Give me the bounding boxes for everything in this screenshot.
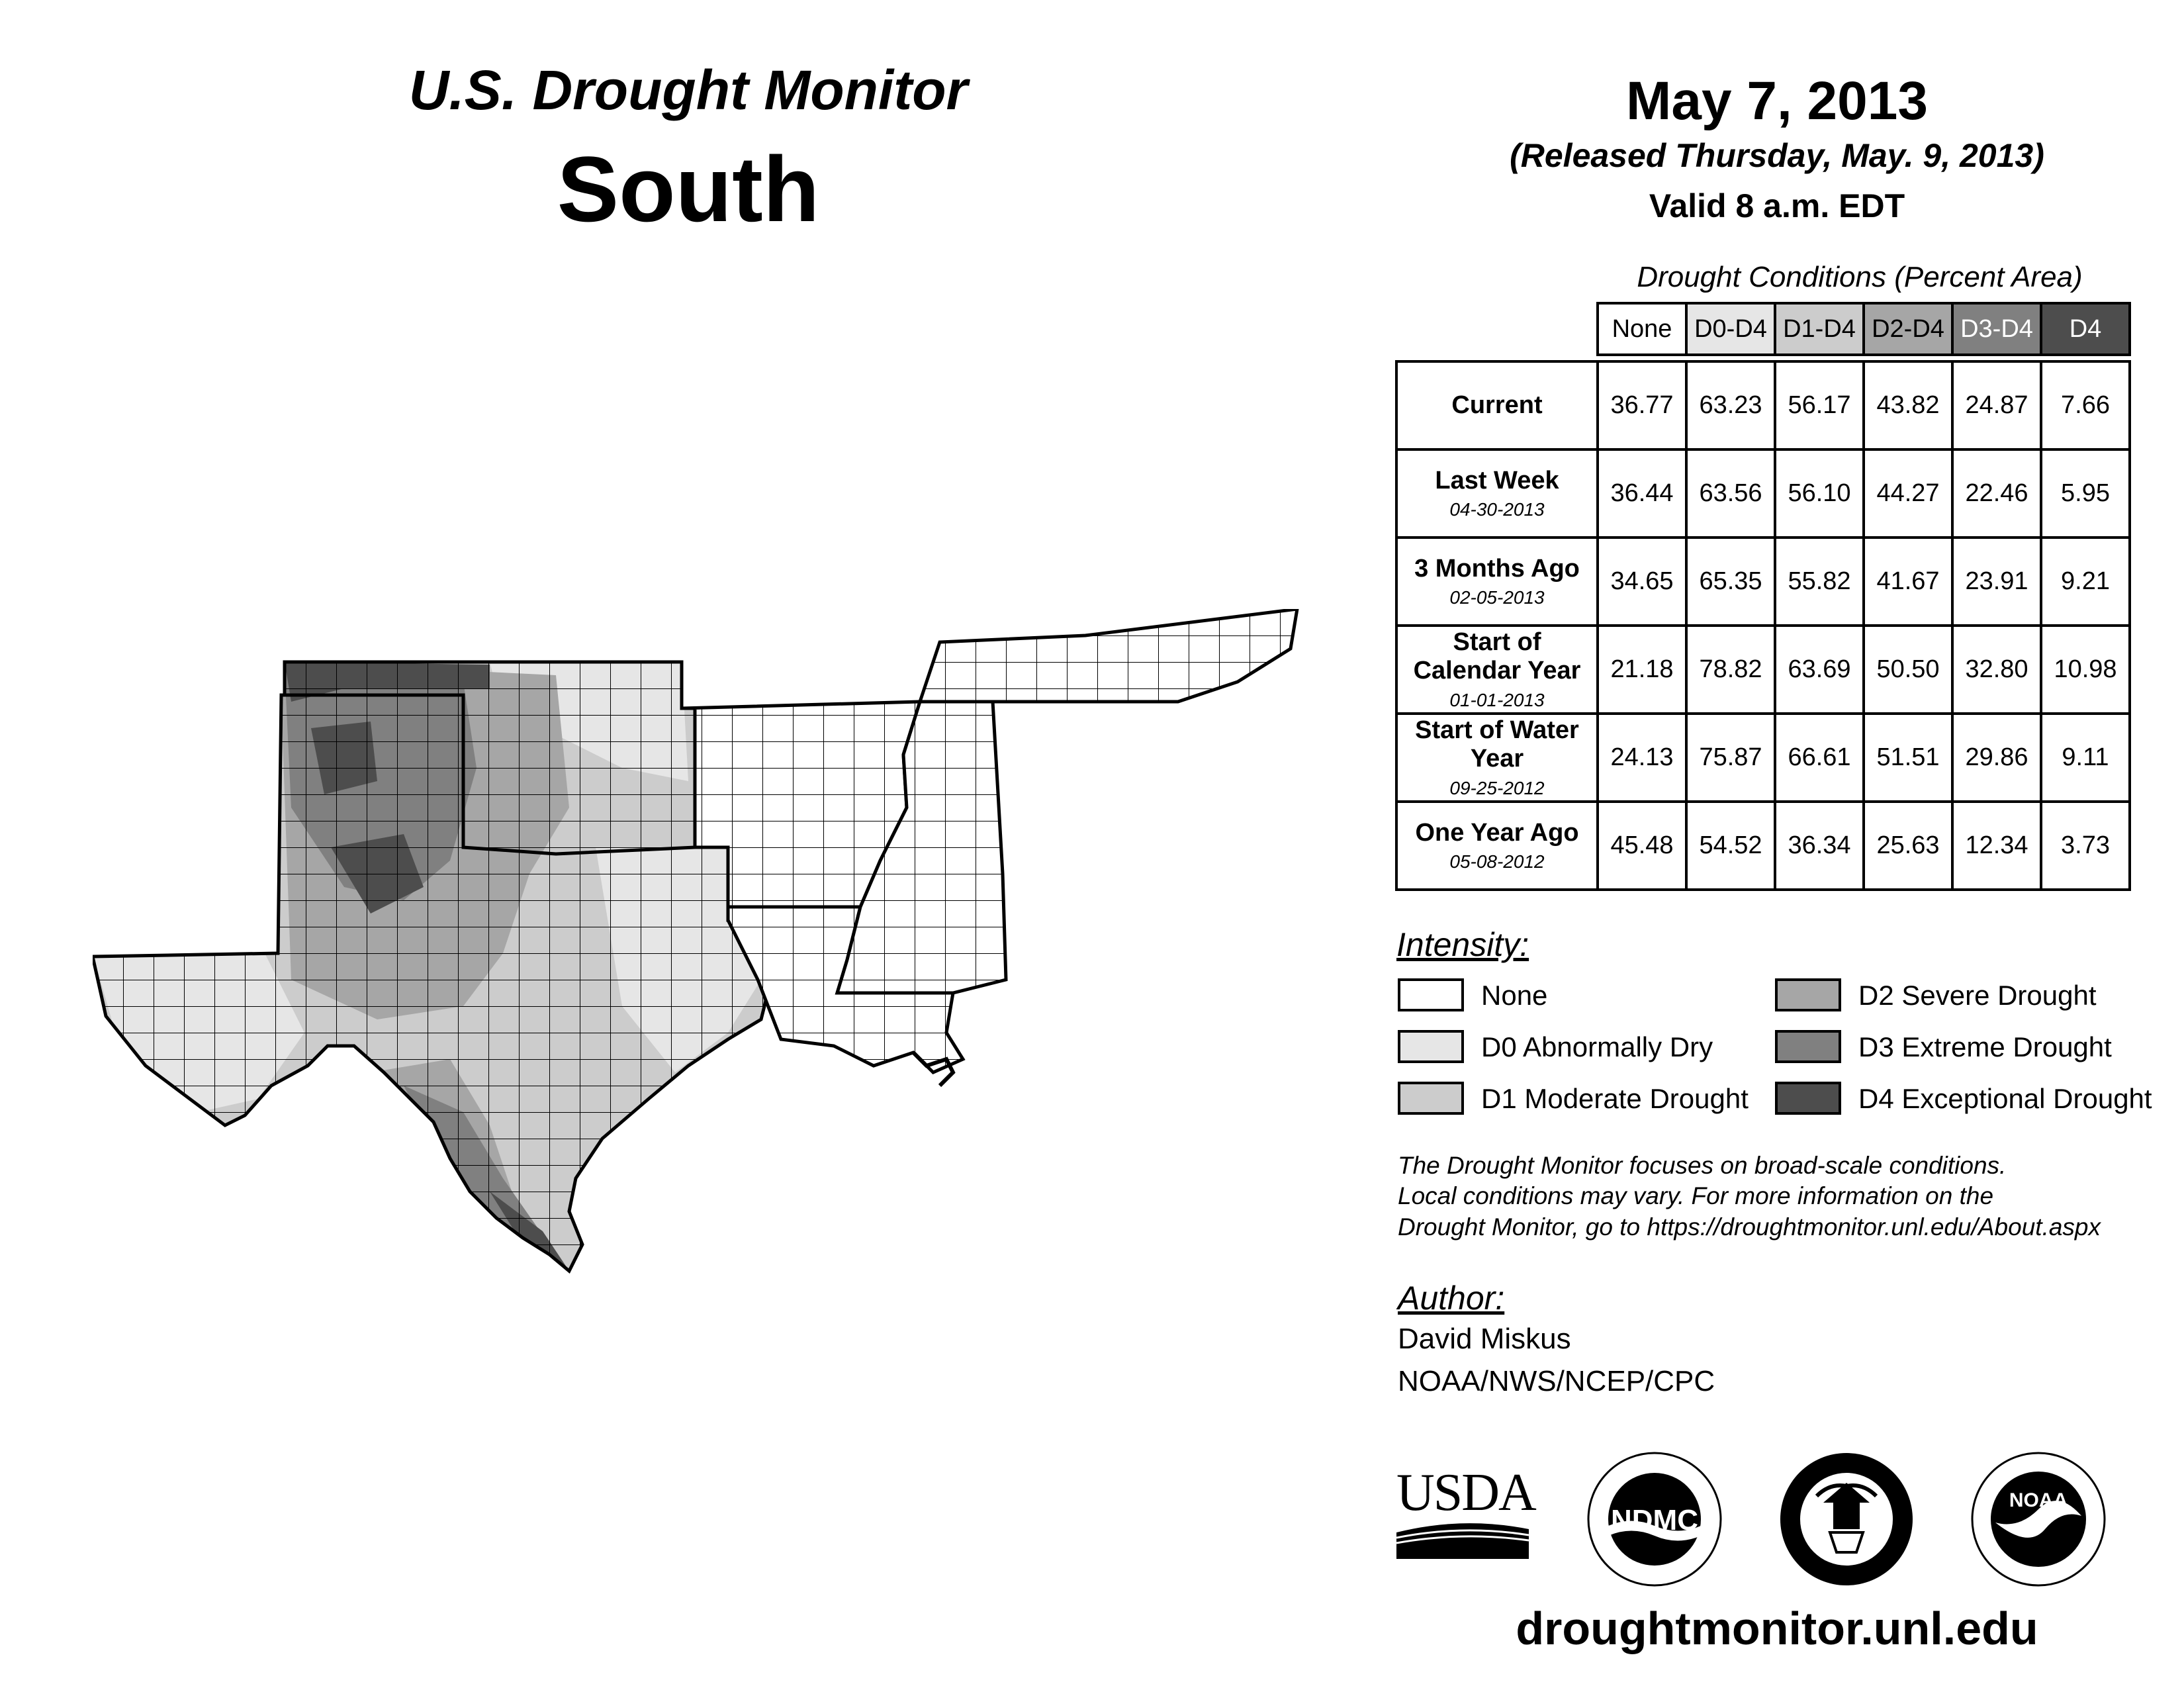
row-label-text: Start of Calendar Year [1413, 628, 1581, 685]
region-title: South [557, 137, 820, 241]
legend-swatch [1398, 1030, 1464, 1063]
drought-statistics-table [1395, 302, 2131, 891]
legend-swatch [1775, 1030, 1841, 1063]
doc-logo [1777, 1450, 1916, 1589]
ndmc-logo [1585, 1450, 1724, 1589]
usda-logo-mark [1396, 1519, 1529, 1559]
legend-label: D3 Extreme Drought [1858, 1031, 2112, 1062]
table-cell: 43.82 [1864, 361, 1952, 449]
legend-swatch [1398, 978, 1464, 1011]
table-cell: 65.35 [1686, 538, 1775, 626]
table-cell: 44.27 [1864, 449, 1952, 538]
info-note-line: Drought Monitor, go to https://droughtmonitor.unl.edu/About.aspx [1398, 1213, 2101, 1241]
row-label [1396, 361, 1598, 449]
legend-swatch [1775, 978, 1841, 1011]
row-label-text: Last Week [1435, 466, 1559, 494]
legend-label: D2 Severe Drought [1858, 980, 2097, 1011]
table-cell: 24.13 [1598, 714, 1686, 802]
table-cell: 36.34 [1775, 802, 1864, 890]
site-url[interactable]: droughtmonitor.unl.edu [1516, 1603, 2038, 1654]
table-row [1396, 449, 2130, 538]
table-cell: 55.82 [1775, 538, 1864, 626]
legend-label: D1 Moderate Drought [1481, 1083, 1749, 1114]
legend-swatch [1398, 1082, 1464, 1115]
table-cell: 23.91 [1952, 538, 2041, 626]
table-cell: 5.95 [2041, 449, 2130, 538]
author-org: NOAA/NWS/NCEP/CPC [1398, 1365, 1715, 1397]
info-note-line: Local conditions may vary. For more information on the [1398, 1182, 1994, 1210]
usda-logo [1396, 1464, 1535, 1559]
row-label-text: 3 Months Ago [1414, 554, 1580, 583]
table-cell: 24.87 [1952, 361, 2041, 449]
table-cell: 63.56 [1686, 449, 1775, 538]
table-cell: 45.48 [1598, 802, 1686, 890]
valid-time: Valid 8 a.m. EDT [1649, 187, 1905, 224]
table-cell: 78.82 [1686, 626, 1775, 714]
info-note-line: The Drought Monitor focuses on broad-scale conditions. [1398, 1152, 2007, 1179]
column-header: D4 [2041, 303, 2130, 355]
table-caption: Drought Conditions (Percent Area) [1637, 261, 2083, 293]
table-cell: 75.87 [1686, 714, 1775, 802]
noaa-seal [1969, 1450, 2108, 1589]
table-cell: 63.23 [1686, 361, 1775, 449]
table-row [1396, 626, 2130, 714]
table-cell: 36.44 [1598, 449, 1686, 538]
release-date: (Released Thursday, May. 9, 2013) [1510, 137, 2044, 174]
table-cell: 32.80 [1952, 626, 2041, 714]
author-title: Author: [1398, 1280, 1505, 1317]
legend-label: None [1481, 980, 1548, 1011]
row-label-date: 04-30-2013 [1449, 499, 1545, 520]
legend-swatch [1775, 1082, 1841, 1115]
table-cell: 66.61 [1775, 714, 1864, 802]
table-cell: 29.86 [1952, 714, 2041, 802]
table-row [1396, 538, 2130, 626]
doc-seal [1777, 1450, 1916, 1589]
row-label-date: 02-05-2013 [1449, 587, 1545, 608]
row-label-date: 09-25-2012 [1449, 778, 1545, 799]
row-label-text: Current [1451, 391, 1543, 419]
row-label [1396, 449, 1598, 538]
legend-label: D0 Abnormally Dry [1481, 1031, 1713, 1062]
row-label [1396, 626, 1598, 714]
column-header: D2-D4 [1864, 303, 1952, 355]
table-row [1396, 802, 2130, 890]
usda-logo-text: USDA [1396, 1464, 1535, 1522]
table-cell: 9.11 [2041, 714, 2130, 802]
table-cell: 12.34 [1952, 802, 2041, 890]
drought-map [93, 609, 1304, 1317]
table-corner [1396, 303, 1598, 355]
table-cell: 56.17 [1775, 361, 1864, 449]
row-label-text: One Year Ago [1415, 818, 1579, 847]
row-label-date: 01-01-2013 [1449, 690, 1545, 711]
noaa-logo [1969, 1450, 2108, 1589]
table-cell: 51.51 [1864, 714, 1952, 802]
ndmc-logo-text: NDMC [1611, 1504, 1698, 1536]
table-row [1396, 714, 2130, 802]
table-cell: 25.63 [1864, 802, 1952, 890]
table-row [1396, 361, 2130, 449]
tennessee [920, 609, 1297, 702]
table-cell: 3.73 [2041, 802, 2130, 890]
legend-label: D4 Exceptional Drought [1858, 1083, 2152, 1114]
column-header: D0-D4 [1686, 303, 1775, 355]
row-label [1396, 802, 1598, 890]
table-cell: 54.52 [1686, 802, 1775, 890]
table-cell: 63.69 [1775, 626, 1864, 714]
table-cell: 56.10 [1775, 449, 1864, 538]
map-date: May 7, 2013 [1626, 71, 1928, 131]
column-header: D1-D4 [1775, 303, 1864, 355]
table-cell: 36.77 [1598, 361, 1686, 449]
row-label [1396, 538, 1598, 626]
info-note [1398, 1150, 2179, 1243]
row-label-date: 05-08-2012 [1449, 851, 1545, 872]
column-header: None [1598, 303, 1686, 355]
map-title: U.S. Drought Monitor [408, 59, 968, 121]
table-cell: 34.65 [1598, 538, 1686, 626]
table-cell: 22.46 [1952, 449, 2041, 538]
table-cell: 21.18 [1598, 626, 1686, 714]
author-name: David Miskus [1398, 1323, 1571, 1355]
legend-title: Intensity: [1396, 926, 1529, 963]
table-cell: 7.66 [2041, 361, 2130, 449]
table-cell: 41.67 [1864, 538, 1952, 626]
row-label [1396, 714, 1598, 802]
table-cell: 9.21 [2041, 538, 2130, 626]
column-header: D3-D4 [1952, 303, 2041, 355]
noaa-logo-text: NOAA [2009, 1489, 2068, 1511]
table-cell: 10.98 [2041, 626, 2130, 714]
row-label-text: Start of Water Year [1415, 716, 1579, 773]
table-cell: 50.50 [1864, 626, 1952, 714]
